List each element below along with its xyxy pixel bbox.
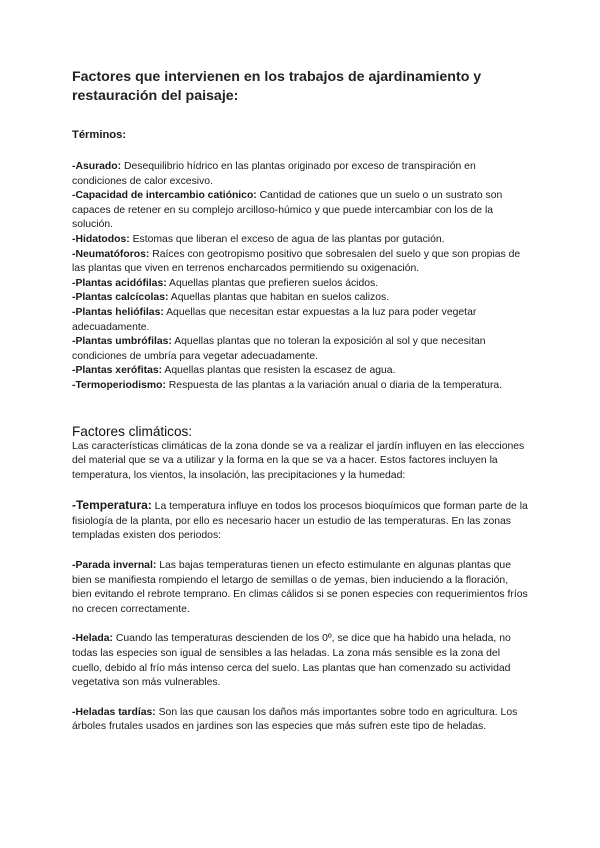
term-label: -Capacidad de intercambio catiónico:: [72, 190, 257, 202]
term-label: -Plantas acidófilas:: [72, 277, 167, 289]
term-item: [72, 277, 530, 292]
term-label: -Termoperiodismo:: [72, 379, 166, 391]
document-title: Factores que intervienen en los trabajos de ajardinamiento y restauración del paisaje:: [72, 69, 482, 104]
term-item: [72, 364, 530, 379]
term-item: [72, 335, 530, 364]
parada-invernal-paragraph: [72, 559, 530, 617]
heladas-tardias-label: -Heladas tardías:: [72, 706, 156, 718]
term-definition: Desequilibrio hídrico en las plantas originado por exceso de transpiración en condiciones de calor excesivo.: [72, 161, 476, 187]
term-definition: Estomas que liberan el exceso de agua de las plantas por gutación.: [129, 233, 445, 245]
term-label: -Plantas heliófilas:: [72, 306, 164, 318]
helada-text: Cuando las temperaturas descienden de los 0º, se dice que ha habido una helada, no todas las especies son igual de sensibles a las heladas. La zona más sensible es la zona del cuello, debido al frío más intenso cerca del suelo. Las plantas que han comenzado su actividad vegetativa son más vulnerables.: [72, 633, 511, 689]
term-definition: Aquellas plantas que prefieren suelos ácidos.: [166, 277, 379, 289]
heladas-tardias-paragraph: [72, 706, 530, 735]
term-item: [72, 248, 530, 277]
term-definition: Respuesta de las plantas a la variación anual o diaria de la temperatura.: [165, 379, 503, 391]
term-definition: Cantidad de cationes que un suelo o un sustrato son capaces de retener en su complejo arcilloso-húmico y que puede intercambiar con los de la solución.: [72, 190, 503, 231]
term-item: [72, 291, 530, 306]
climatic-intro: Las características climáticas de la zona donde se va a realizar el jardín influyen en las elecciones del material que se va a utilizar y la forma en la que se va a hacer. Estos factores incluyen la temperatura, los vientos, la insolación, las precipitaciones y la humedad:: [72, 440, 525, 481]
temperatura-label: -Temperatura:: [72, 498, 152, 513]
term-label: -Plantas umbrófilas:: [72, 336, 172, 348]
term-definition: Aquellas plantas que resisten la escasez de agua.: [162, 365, 396, 377]
term-item: [72, 160, 530, 189]
term-definition: Raíces con geotropismo positivo que sobresalen del suelo y que son propias de las plantas que viven en terrenos encharcados permitiendo su oxigenación.: [72, 248, 521, 275]
helada-paragraph: [72, 632, 530, 690]
helada-label: -Helada:: [72, 633, 113, 645]
heladas-tardias-text: Son las que causan los daños más importantes sobre todo en agricultura. Los árboles frutales usados en jardines son las especies que más sufren este tipo de heladas.: [72, 706, 518, 733]
term-item: [72, 379, 530, 394]
term-item: [72, 189, 530, 233]
term-definition: Aquellas que necesitan estar expuestas a la luz para poder vegetar adecuadamente.: [72, 306, 477, 333]
term-item: [72, 306, 530, 335]
parada-invernal-text: Las bajas temperaturas tienen un efecto estimulante en algunas plantas que bien se manifiesta rompiendo el letargo de semillas o de yemas, bien induciendo a la floración, bien evitando el rebrote temprano. En climas cálidos si se ponen especies con requerimientos fríos no crecen correctamente.: [72, 560, 528, 615]
temperatura-text: La temperatura influye en todos los procesos bioquímicos que forman parte de la fisiología de la planta, por ello es necesario hacer un estudio de las temperaturas. En las zonas templadas existen dos periodos:: [72, 501, 528, 542]
term-label: -Plantas calcícolas:: [72, 292, 169, 304]
term-definition: Aquellas plantas que habitan en suelos calizos.: [168, 292, 390, 304]
terms-list: [72, 160, 530, 394]
parada-invernal-label: -Parada invernal:: [72, 560, 157, 572]
term-label: -Plantas xerófitas:: [72, 365, 163, 377]
term-item: [72, 233, 530, 248]
climatic-factors-heading: Factores climáticos:: [72, 423, 193, 439]
terms-heading: Términos:: [72, 129, 127, 141]
temperatura-paragraph: [72, 498, 530, 544]
term-definition: Aquellas plantas que no toleran la exposición al sol y que necesitan condiciones de umbría para vegetar adecuadamente.: [72, 336, 486, 362]
term-label: -Asurado:: [72, 161, 122, 172]
term-label: -Neumatóforos:: [72, 248, 150, 260]
term-label: -Hidatodos:: [72, 233, 130, 245]
